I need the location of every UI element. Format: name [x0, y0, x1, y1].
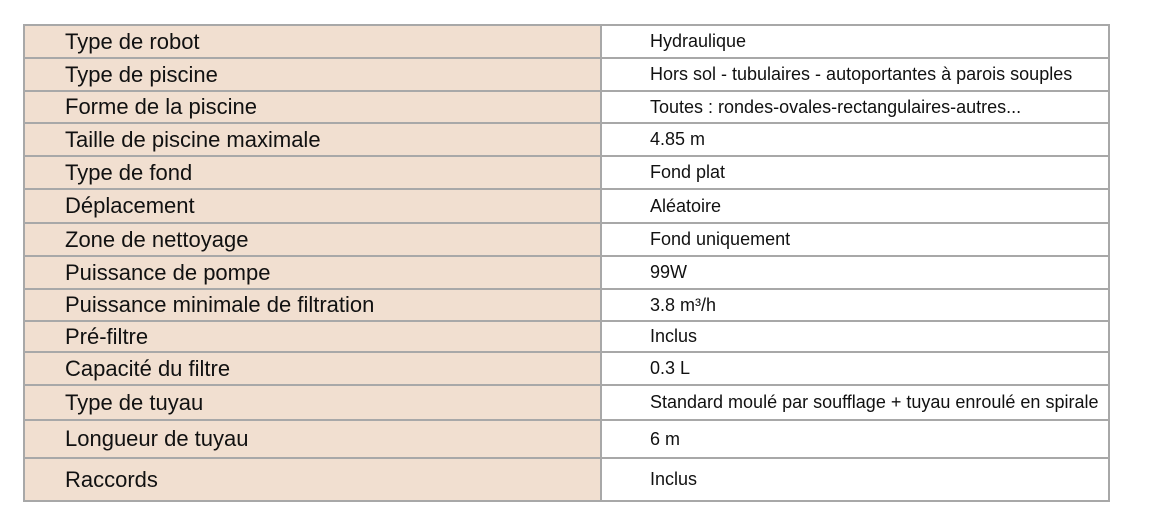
spec-label: Type de fond	[24, 156, 601, 189]
spec-label: Zone de nettoyage	[24, 223, 601, 256]
spec-value: 6 m	[601, 420, 1109, 458]
spec-row	[24, 321, 1109, 352]
spec-value: 3.8 m³/h	[601, 289, 1109, 321]
spec-label: Longueur de tuyau	[24, 420, 601, 458]
spec-label: Puissance minimale de filtration	[24, 289, 601, 321]
spec-value: Inclus	[601, 321, 1109, 352]
spec-value: Aléatoire	[601, 189, 1109, 223]
spec-value: 0.3 L	[601, 352, 1109, 385]
spec-row	[24, 25, 1109, 58]
spec-label: Forme de la piscine	[24, 91, 601, 123]
spec-row	[24, 256, 1109, 289]
spec-row	[24, 458, 1109, 501]
spec-row	[24, 420, 1109, 458]
spec-value: Toutes : rondes-ovales-rectangulaires-autres...	[601, 91, 1109, 123]
spec-table	[23, 24, 1110, 502]
spec-value: Hors sol - tubulaires - autoportantes à parois souples	[601, 58, 1109, 91]
spec-label: Type de piscine	[24, 58, 601, 91]
spec-value: Standard moulé par soufflage + tuyau enroulé en spirale	[601, 385, 1109, 420]
spec-value: Hydraulique	[601, 25, 1109, 58]
spec-label: Pré-filtre	[24, 321, 601, 352]
spec-value: 99W	[601, 256, 1109, 289]
spec-row	[24, 91, 1109, 123]
spec-value: Fond uniquement	[601, 223, 1109, 256]
spec-row	[24, 156, 1109, 189]
spec-row	[24, 385, 1109, 420]
spec-label: Taille de piscine maximale	[24, 123, 601, 156]
spec-label: Capacité du filtre	[24, 352, 601, 385]
spec-label: Déplacement	[24, 189, 601, 223]
spec-row	[24, 289, 1109, 321]
spec-row	[24, 223, 1109, 256]
spec-label: Type de tuyau	[24, 385, 601, 420]
spec-label: Raccords	[24, 458, 601, 501]
spec-value: Fond plat	[601, 156, 1109, 189]
spec-label: Type de robot	[24, 25, 601, 58]
spec-value: 4.85 m	[601, 123, 1109, 156]
spec-row	[24, 352, 1109, 385]
spec-label: Puissance de pompe	[24, 256, 601, 289]
spec-value: Inclus	[601, 458, 1109, 501]
spec-row	[24, 189, 1109, 223]
spec-row	[24, 58, 1109, 91]
spec-row	[24, 123, 1109, 156]
